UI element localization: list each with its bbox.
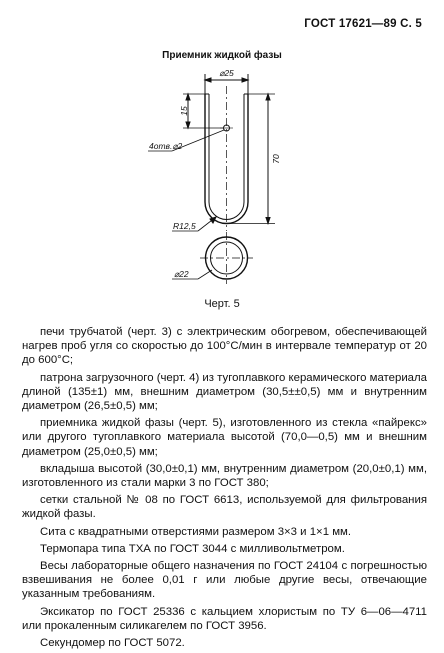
dim-ring-label: ⌀22 [174, 269, 189, 279]
body-text [22, 325, 427, 653]
paragraph: патрона загрузочного (черт. 4) из тугоплавкого керамического материала длиной (135±1) мм, внешним диаметром (30,5±±0,5) мм и внутренним диаметром (26,5±0,5) мм; [22, 371, 427, 413]
document-header: ГОСТ 17621—89 С. 5 [304, 18, 422, 30]
paragraph: Эксикатор по ГОСТ 25336 с кальцием хлористым по ТУ 6—06—4711 или прокаленным силикагелем по ГОСТ 3956. [22, 605, 427, 632]
dim-holes-label: 4отв.⌀2 [149, 141, 183, 151]
arrow-down-icon [186, 122, 190, 128]
figure-title: Приемник жидкой фазы [162, 50, 282, 61]
paragraph: Термопара типа ТХА по ГОСТ 3044 с милливольтметром. [40, 542, 345, 555]
receiver-drawing [0, 66, 444, 301]
paragraph: Сита с квадратными отверстиями размером 3×3 и 1×1 мм. [40, 525, 352, 538]
paragraph: Секундомер по ГОСТ 5072. [40, 637, 185, 650]
arrow-up-icon [186, 94, 190, 100]
arrow-left-icon [205, 78, 211, 82]
paragraph: вкладыша высотой (30,0±0,1) мм, внутренним диаметром (20,0±0,1) мм, изготовленного из стали марки 3 по ГОСТ 380; [22, 462, 427, 490]
ring-leader [198, 270, 212, 279]
paragraph: приемника жидкой фазы (черт. 5), изготовленного из стекла «пайрекс» или другого тугоплавкого материала высотой (70,0—0,5) мм и внешним диаметром (25,0±0,5) мм; [22, 417, 427, 458]
dim-offset-label: 15 [179, 106, 189, 116]
arrow-right-icon [242, 78, 248, 82]
dim-radius-label: R12,5 [173, 221, 196, 231]
arrow-down-icon [266, 218, 270, 224]
paragraph: Весы лабораторные общего назначения по ГОСТ 24104 с погрешностью взвешивания не более 0,01 г или любые другие весы, отвечающие указанным требованиям. [22, 560, 427, 601]
paragraph: сетки стальной № 08 по ГОСТ 6613, используемой для фильтрования жидкой фазы. [22, 494, 427, 521]
dim-height-label: 70 [271, 154, 281, 164]
paragraph: печи трубчатой (черт. 3) с электрическим обогревом, обеспечивающей нагрев проб угля со скоростью до 100°С/мин в интервале температур от 20 до 600°С; [22, 326, 427, 367]
arrow-up-icon [266, 94, 270, 100]
figure-caption: Черт. 5 [204, 298, 240, 310]
dim-diameter-label: ⌀25 [219, 68, 234, 78]
